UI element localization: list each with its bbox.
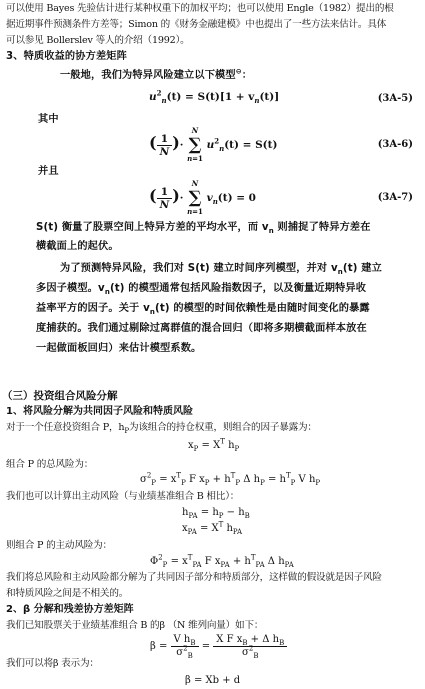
equation-active-risk: $\Phi^2_P = x^T_{PA}$ F $x_{PA} + h^T_{PA}$ Δ $h_{PA}$ [150,553,294,569]
subsection-2-heading: 2、β 分解和残差协方差矩阵 [6,604,134,615]
equation-label-3a5: (3A-5) [377,93,413,104]
decomposition-text-line-1: 我们将总风险和主动风险都分解为了共同因子部分和特质部分，这样做的假设就是因子风险 [6,572,382,583]
subsection-1-heading: 1、将风险分解为共同因子风险和特质风险 [6,406,193,417]
section-3-heading: 3、特质收益的协方差矩阵 [6,51,127,62]
equation-beta-decomposition: β = Xb + d [185,675,241,686]
decomposition-text-line-2: 和特质风险之间是不相关的。 [6,588,129,599]
equation-active-holdings: $h_{PA} = h_P - h_B$ [182,507,250,520]
beta-intro-text: 我们已知股票关于业绩基准组合 B 的β （N 维列向量）如下： [6,620,264,631]
equation-label-3a7: (3A-7) [377,192,413,203]
beta-expression-text: 我们可以将β 表示为： [6,658,99,669]
para2-line-1: 为了预测特异风险，我们对 S(t) 建立时间序列模型，并对 $v_n(t)$ 建立 [60,263,382,277]
intro-line-3: 可以参见 Bollerslev 等人的介绍（1992）。 [6,35,190,46]
intro-line-2: 据近期事件预测条件方差等；Simon 的《财务金融建模》中也提出了一些方法来估计。具体 [6,19,387,30]
total-risk-text: 组合 P 的总风险为： [6,459,94,470]
equation-factor-exposure: $x_P = X^T$ $h_P$ [188,437,240,453]
part-3-heading: （三）投资组合风险分解 [2,390,118,402]
para2-line-2: 多因子模型。$v_n(t)$ 的模型通常包括风险指数因子，以及衡量近期特异收 [36,283,367,297]
para2-line-4: 度捕获的。我们通过剔除过离群值的混合回归（即将多期横截面样本放在 [36,323,367,334]
equation-3a7: ( $\frac{1}{N}$ )· N ∑ n=1 $v_n(t) = 0$ [149,179,256,216]
model-lead-text: 一般地，我们为特异风险建立以下模型⊖： [60,67,253,81]
para1-line-1: S(t) 衡量了股票空间上特异方差的平均水平，而 $v_n$ 则捕捉了特异方差在 [36,222,371,236]
active-risk-text: 则组合 P 的主动风险为： [6,540,112,551]
equation-3a5: $u^2_n(t) = S(t)[1 + v_n(t)]$ [149,88,280,106]
where-label: 其中 [38,114,59,125]
active-risk-intro-text: 我们也可以计算出主动风险（与业绩基准组合 B 相比）： [6,491,240,502]
portfolio-intro-text: 对于一个任意投资组合 P，$h_P$为该组合的持仓权重，则组合的因子暴露为： [6,422,317,435]
para2-line-3: 益率平方的因子。关于 $v_n(t)$ 的模型的时间依赖性是由随时间变化的暴露 [36,303,370,317]
equation-label-3a6: (3A-6) [377,139,413,150]
and-label: 并且 [38,166,59,177]
equation-3a6: ( $\frac{1}{N}$ )· N ∑ n=1 $u^2_n(t) = S(t)$ [149,126,278,163]
equation-active-exposure: $x_{PA} = X^T$ $h_{PA}$ [182,520,243,536]
intro-line-1: 可以使用 Bayes 先验估计进行某种权重下的加权平均；也可以使用 Engle（1982）提出的根 [6,3,394,14]
para2-line-5: 一起做面板回归）来估计模型系数。 [36,343,202,354]
para1-line-2: 横截面上的起伏。 [36,241,119,252]
equation-beta: β = $\frac{V h_B}{\sigma^2_B}$ = $\frac{X F x_B + \Delta h_B}{\sigma^2_B}$ [150,634,287,659]
equation-total-risk: $\sigma^2_P = x^T_P$ F $x_P + h^T_P$ Δ $h_P = h^T_P$ V $h_P$ [140,471,321,487]
